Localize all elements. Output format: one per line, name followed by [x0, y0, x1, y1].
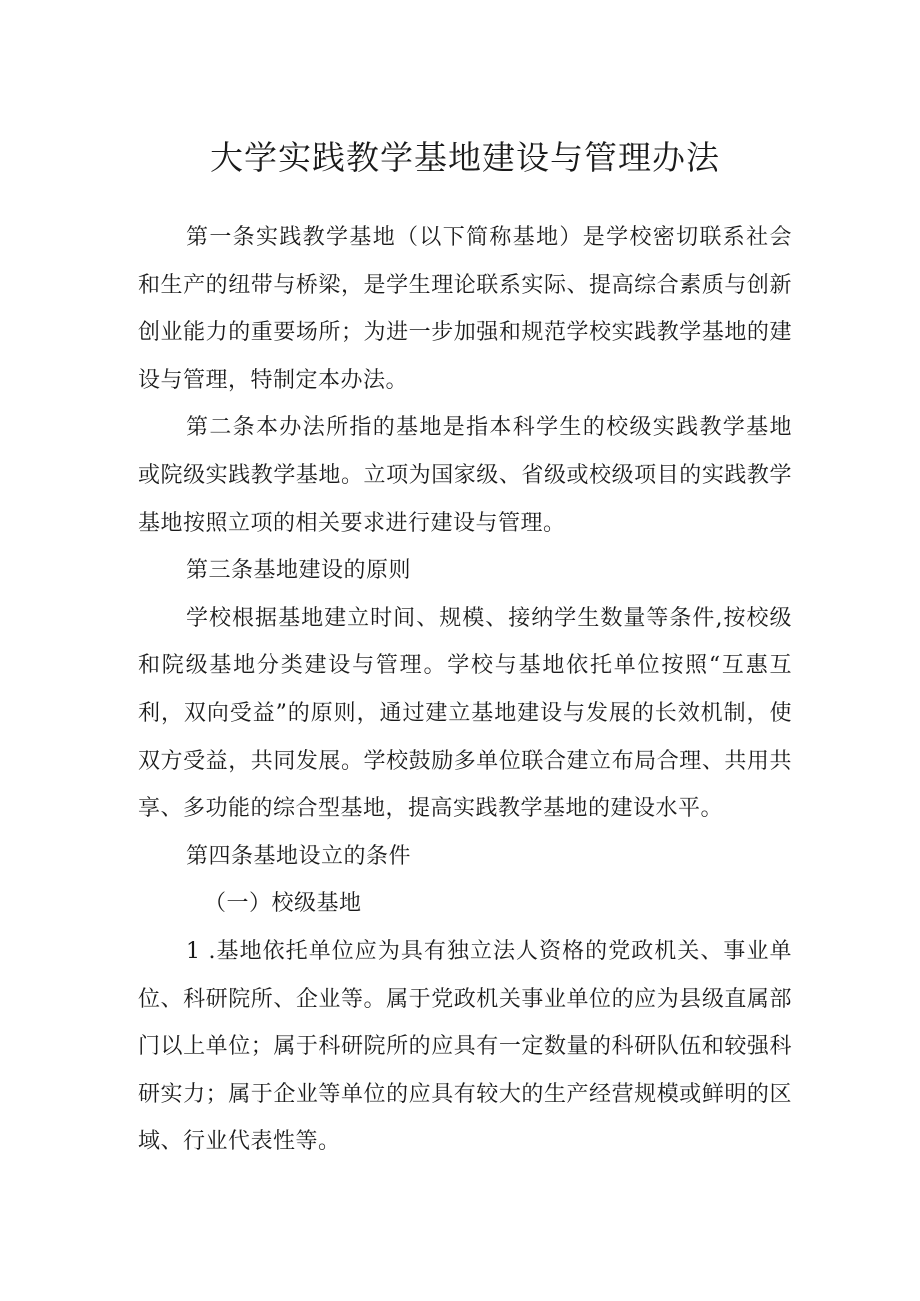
article-2-paragraph: 第二条本办法所指的基地是指本科学生的校级实践教学基地或院级实践教学基地。立项为国家级、省级或校级项目的实践教学基地按照立项的相关要求进行建设与管理。 [138, 415, 792, 536]
article-3-heading: 第三条基地建设的原则 [186, 558, 412, 584]
article-1-paragraph: 第一条实践教学基地（以下简称基地）是学校密切联系社会和生产的纽带与桥梁，是学生理论联系实际、提高综合素质与创新创业能力的重要场所；为进一步加强和规范学校实践教学基地的建设与管理，特制定本办法。 [138, 225, 792, 393]
article-4-heading: 第四条基地设立的条件 [186, 843, 412, 869]
article-3-paragraph: 学校根据基地建立时间、规模、接纳学生数量等条件,按校级和院级基地分类建设与管理。学校与基地依托单位按照“互惠互利，双向受益”的原则，通过建立基地建设与发展的长效机制，使双方受益，共同发展。学校鼓励多单位联合建立布局合理、共用共享、多功能的综合型基地，提高实践教学基地的建设水平。 [138, 605, 792, 822]
document-title: 大学实践教学基地建设与管理办法 [210, 138, 720, 177]
document-page [138, 128, 792, 1166]
item-1-paragraph: 1 .基地依托单位应为具有独立法人资格的党政机关、事业单位、科研院所、企业等。属于党政机关事业单位的应为县级直属部门以上单位；属于科研院所的应具有一定数量的科研队伍和较强科研实力；属于企业等单位的应具有较大的生产经营规模或鲜明的区域、行业代表性等。 [138, 938, 792, 1155]
section-1-heading: （一）校级基地 [204, 891, 362, 917]
